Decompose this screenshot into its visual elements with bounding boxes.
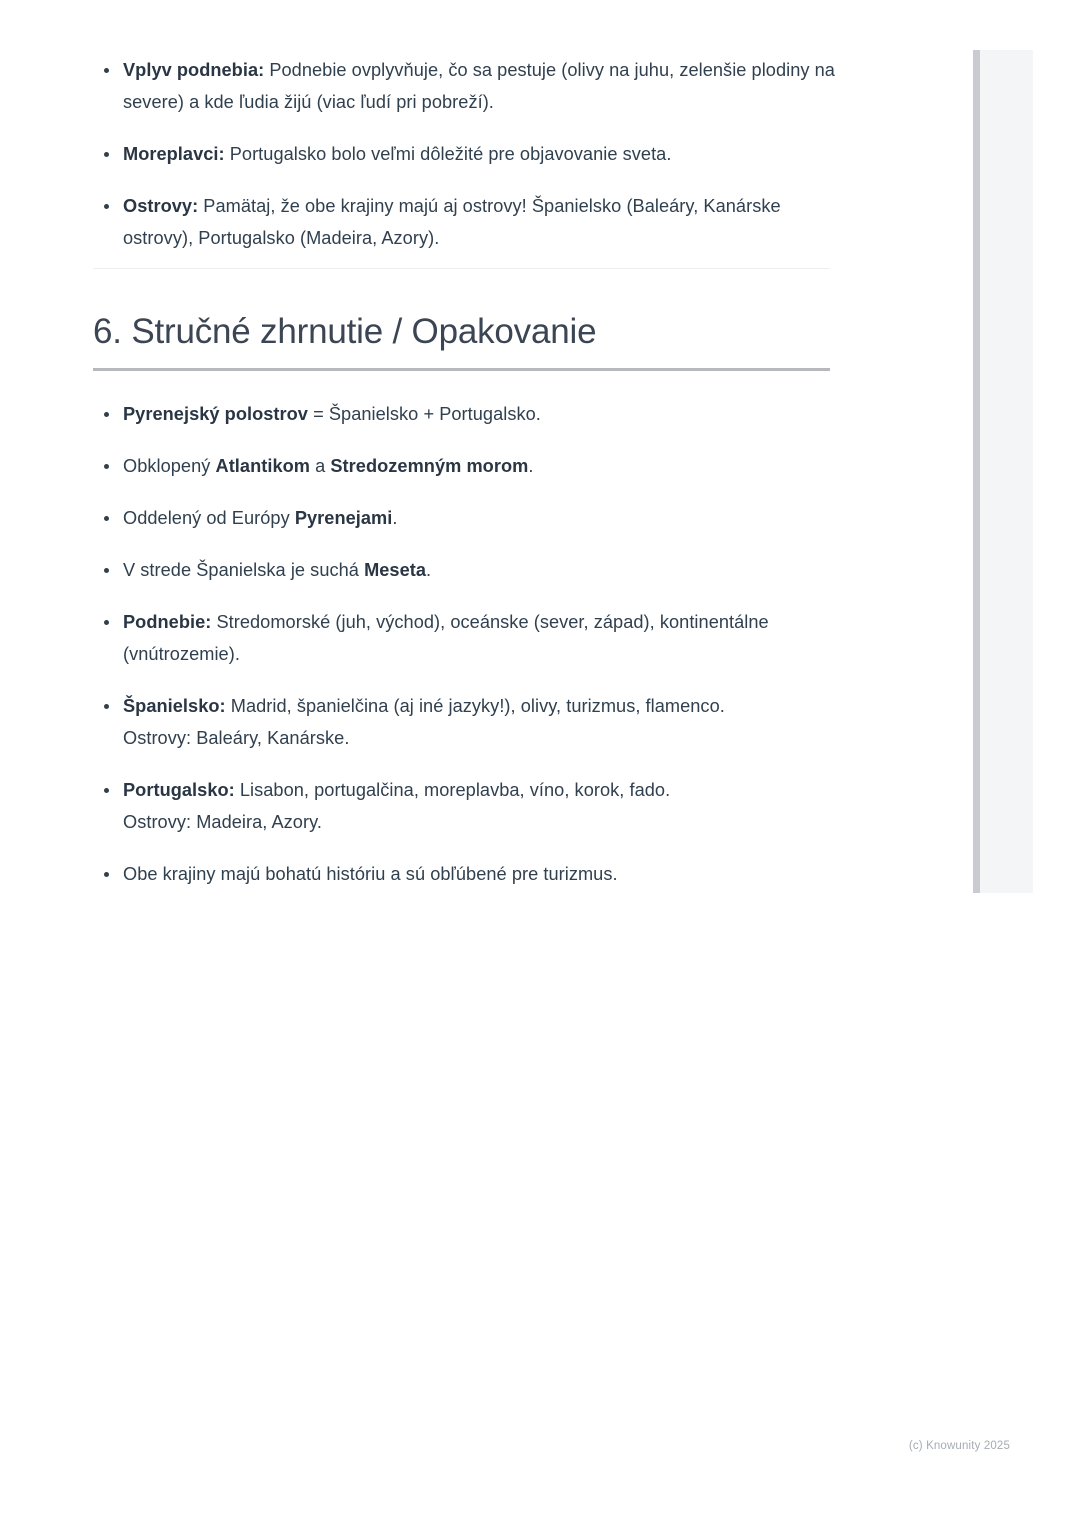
- bullet-lead-bold: Portugalsko:: [123, 780, 235, 800]
- list-item: [93, 502, 838, 534]
- list-item: [93, 54, 838, 118]
- bullet-lead-bold: Pyrenejský polostrov: [123, 404, 308, 424]
- bullet-emphasis: Meseta: [364, 560, 427, 580]
- list-item: [93, 138, 838, 170]
- page-title: 6. Stručné zhrnutie / Opakovanie: [93, 310, 830, 371]
- list-item: [93, 554, 838, 586]
- bullet-label: Ostrovy:: [123, 196, 199, 216]
- bullet-text: Stredomorské (juh, východ), oceánske (sever, západ), kontinentálne (vnútrozemie).: [123, 612, 769, 664]
- summary-bullet-list: [93, 398, 838, 890]
- section-heading-block: [93, 310, 830, 371]
- bullet-text: Obe krajiny majú bohatú históriu a sú obľúbené pre turizmus.: [123, 864, 618, 884]
- bullet-text: V strede Španielska je suchá: [123, 560, 365, 580]
- bullet-text: Lisabon, portugalčina, moreplavba, víno, korok, fado.: [234, 780, 671, 800]
- bullet-second-line: Ostrovy: Baleáry, Kanárske.: [123, 728, 350, 748]
- bullet-text: .: [392, 508, 398, 528]
- section-divider: [93, 268, 830, 269]
- list-item: [93, 190, 838, 254]
- list-item: [93, 774, 838, 838]
- bullet-second-line: Ostrovy: Madeira, Azory.: [123, 812, 322, 832]
- right-side-panel: [973, 50, 1033, 893]
- list-item: [93, 398, 838, 430]
- bullet-emphasis: Stredozemným morom: [330, 456, 529, 476]
- bullet-lead-bold: Podnebie:: [123, 612, 212, 632]
- bullet-text: Oddelený od Európy: [123, 508, 295, 528]
- bullet-text: Madrid, španielčina (aj iné jazyky!), olivy, turizmus, flamenco.: [225, 696, 725, 716]
- list-item: [93, 690, 838, 754]
- bullet-emphasis: Pyrenejami: [294, 508, 393, 528]
- bullet-text: .: [426, 560, 432, 580]
- list-item: [93, 606, 838, 670]
- bullet-emphasis: Atlantikom: [215, 456, 310, 476]
- footer-copyright: (c) Knowunity 2025: [908, 1440, 1010, 1452]
- bullet-label: Vplyv podnebia:: [123, 60, 265, 80]
- bullet-text: .: [528, 456, 534, 476]
- bullet-lead-bold: Španielsko:: [123, 696, 226, 716]
- bullet-text: a: [310, 456, 331, 476]
- vertical-scrollbar[interactable]: [973, 50, 980, 893]
- bullet-text: Portugalsko bolo veľmi dôležité pre objavovanie sveta.: [224, 144, 672, 164]
- bullet-text: = Španielsko + Portugalsko.: [307, 404, 541, 424]
- bullet-text: Pamätaj, že obe krajiny majú aj ostrovy! Španielsko (Baleáry, Kanárske ostrovy), Portugalsko (Madeira, Azory).: [123, 196, 781, 248]
- top-bullet-list: [93, 54, 838, 254]
- list-item: [93, 858, 838, 890]
- bullet-label: Moreplavci:: [123, 144, 225, 164]
- list-item: [93, 450, 838, 482]
- bullet-text: Obklopený: [123, 456, 216, 476]
- bullet-text: Podnebie ovplyvňuje, čo sa pestuje (olivy na juhu, zelenšie plodiny na severe) a kde ľudia žijú (viac ľudí pri pobreží).: [123, 60, 835, 112]
